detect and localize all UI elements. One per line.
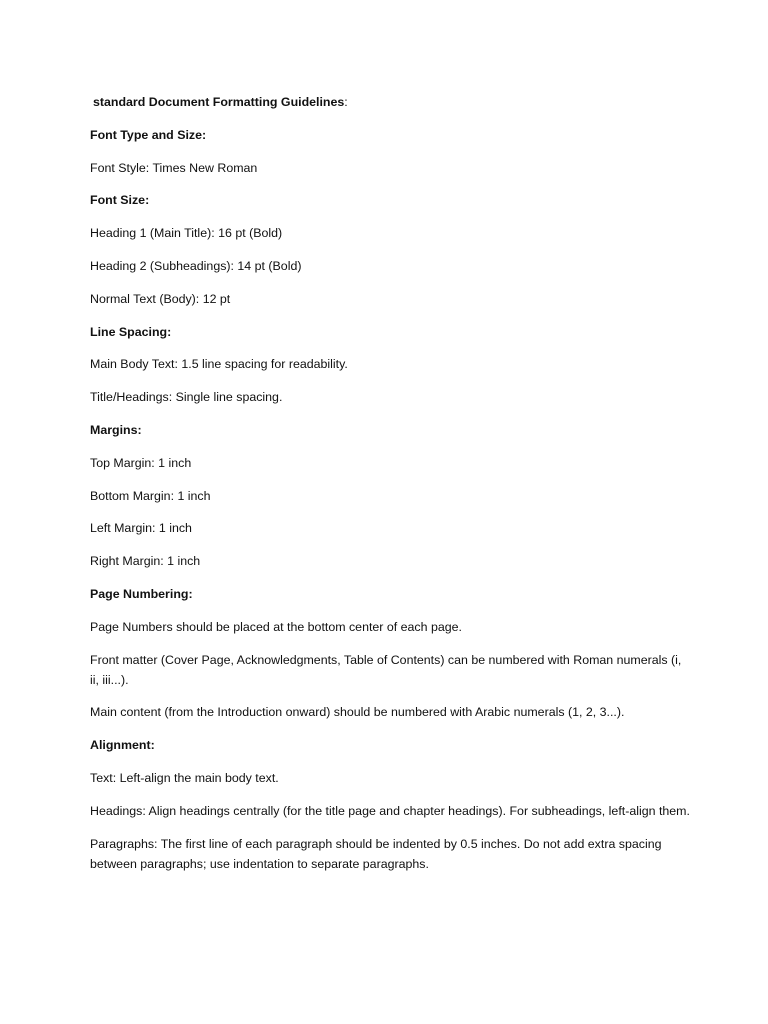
body-paragraph: Font Style: Times New Roman xyxy=(90,160,258,175)
body-paragraph: Title/Headings: Single line spacing. xyxy=(90,390,283,405)
body-paragraph: Normal Text (Body): 12 pt xyxy=(90,291,231,306)
section-heading: Margins: xyxy=(90,422,142,437)
document-title-text: standard Document Formatting Guidelines xyxy=(93,95,345,109)
body-paragraph: Left Margin: 1 inch xyxy=(90,521,192,536)
document-page xyxy=(90,92,690,886)
document-title-colon: : xyxy=(344,95,348,109)
body-paragraph: Top Margin: 1 inch xyxy=(90,455,192,470)
body-paragraph: Bottom Margin: 1 inch xyxy=(90,488,211,503)
body-paragraph: Main content (from the Introduction onward) should be numbered with Arabic numerals (1, 2, 3...). xyxy=(90,705,625,720)
document-body xyxy=(90,125,690,874)
body-paragraph: Right Margin: 1 inch xyxy=(90,554,201,569)
section-heading: Line Spacing: xyxy=(90,324,172,339)
body-paragraph: Text: Left-align the main body text. xyxy=(90,770,279,785)
section-heading: Font Type and Size: xyxy=(90,127,207,142)
section-heading: Font Size: xyxy=(90,193,150,208)
body-paragraph: Heading 2 (Subheadings): 14 pt (Bold) xyxy=(90,258,302,273)
body-paragraph: Page Numbers should be placed at the bottom center of each page. xyxy=(90,619,462,634)
section-heading: Alignment: xyxy=(90,738,155,753)
document-title xyxy=(93,92,690,112)
body-paragraph: Paragraphs: The first line of each paragraph should be indented by 0.5 inches. Do not add extra spacing between paragraphs; use indentation to separate paragraphs. xyxy=(90,836,662,871)
body-paragraph: Main Body Text: 1.5 line spacing for readability. xyxy=(90,357,348,372)
body-paragraph: Heading 1 (Main Title): 16 pt (Bold) xyxy=(90,226,283,241)
section-heading: Page Numbering: xyxy=(90,586,193,601)
body-paragraph: Headings: Align headings centrally (for the title page and chapter headings). For subheadings, left-align them. xyxy=(90,803,690,818)
body-paragraph: Front matter (Cover Page, Acknowledgments, Table of Contents) can be numbered with Roman numerals (i, ii, iii...). xyxy=(90,652,682,687)
